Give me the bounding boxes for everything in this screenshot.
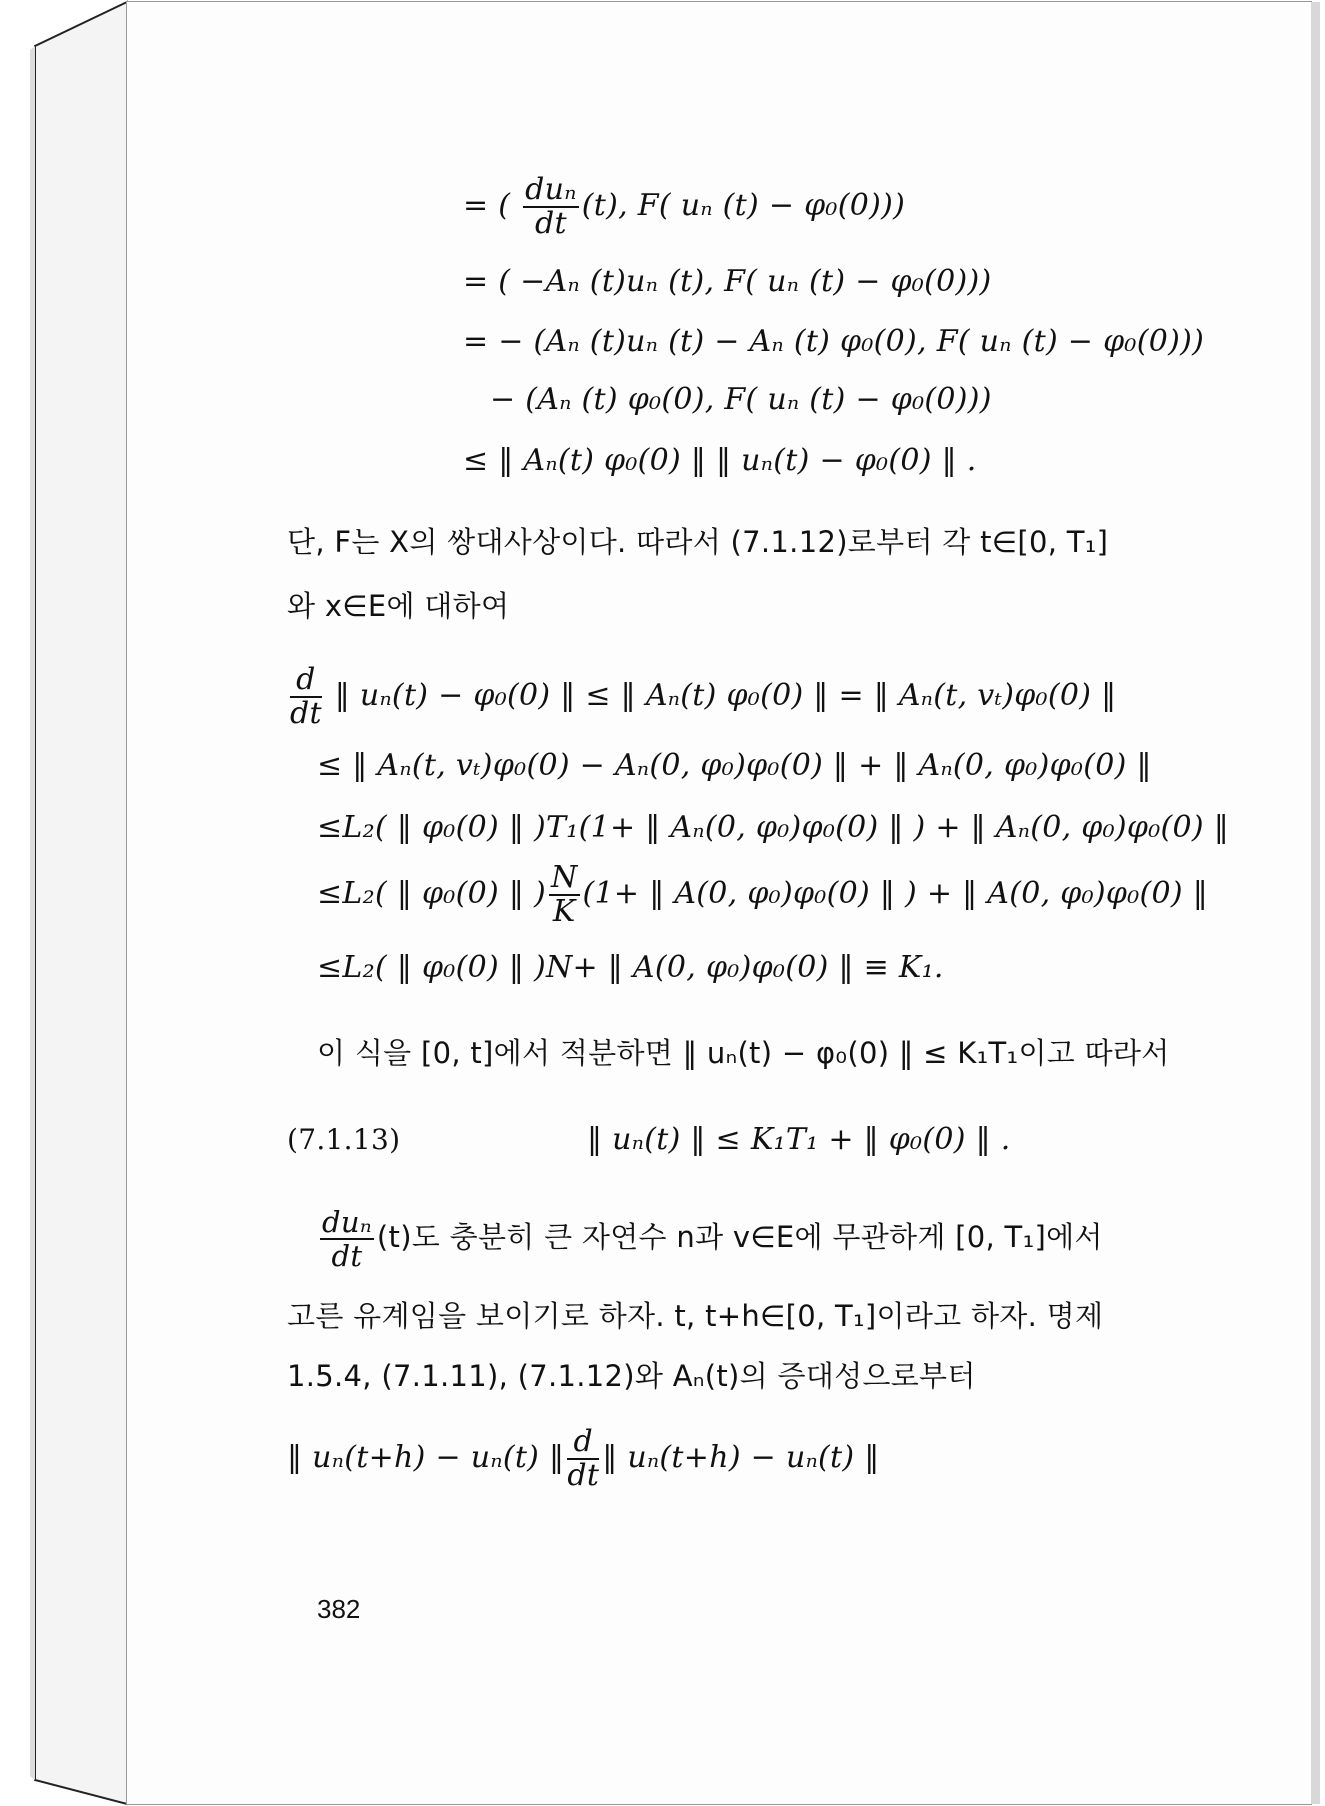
inequality-line-2: ≤ ‖ Aₙ(t, vₜ)φ₀(0) − Aₙ(0, φ₀)φ₀(0) ‖ + ‖ Aₙ(0, φ₀)φ₀(0) ‖ — [317, 748, 1152, 783]
equation-line-2: = ( −Aₙ (t)uₙ (t), F( uₙ (t) − φ₀(0))) — [463, 264, 992, 299]
inequality-line-5: ≤L₂( ‖ φ₀(0) ‖ )N+ ‖ A(0, φ₀)φ₀(0) ‖ ≡ K₁. — [317, 950, 944, 985]
paragraph-2: 이 식을 [0, t]에서 적분하면 ‖ uₙ(t) − φ₀(0) ‖ ≤ K₁T₁이고 따라서 — [317, 1036, 1170, 1070]
paragraph-1-line-2: 와 x∈E에 대하여 — [287, 589, 510, 623]
inequality-line-4: ≤L₂( ‖ φ₀(0) ‖ ) $\frac{N}{K}$ (1+ ‖ A(0, φ₀)φ₀(0) ‖ ) + ‖ A(0, φ₀)φ₀(0) ‖ — [317, 860, 1209, 929]
equation-line-1: = ( $\frac{\text{duₙ}}{dt}$ (t), F( uₙ (t) − φ₀(0))) — [463, 172, 906, 241]
paragraph-3-line-3: 1.5.4, (7.1.11), (7.1.12)와 Aₙ(t)의 증대성으로부터 — [287, 1359, 976, 1393]
equation-line-3: = − (Aₙ (t)uₙ (t) − Aₙ (t) φ₀(0), F( uₙ (t) − φ₀(0))) — [463, 324, 1205, 359]
equation-line-5: ≤ ‖ Aₙ(t) φ₀(0) ‖ ‖ uₙ(t) − φ₀(0) ‖ . — [463, 443, 977, 478]
equation-line-4: − (Aₙ (t) φ₀(0), F( uₙ (t) − φ₀(0))) — [490, 382, 992, 417]
equation-number: (7.1.13) — [287, 1123, 401, 1156]
book-page — [127, 2, 1311, 1804]
inequality-line-3: ≤L₂( ‖ φ₀(0) ‖ )T₁(1+ ‖ Aₙ(0, φ₀)φ₀(0) ‖ ) + ‖ Aₙ(0, φ₀)φ₀(0) ‖ — [317, 810, 1230, 845]
inequality-line-1: $\frac{d}{dt}$ ‖ uₙ(t) − φ₀(0) ‖ ≤ ‖ Aₙ(t) φ₀(0) ‖ = ‖ Aₙ(t, vₜ)φ₀(0) ‖ — [290, 662, 1117, 731]
last-equation-line: ‖ uₙ(t+h) − uₙ(t) ‖ $\frac{d}{dt}$ ‖ uₙ(t+h) − uₙ(t) ‖ — [287, 1424, 880, 1493]
paragraph-3-line-1: $\frac{\text{duₙ}}{dt}$ (t)도 충분히 큰 자연수 n과 v∈E에 무관하게 [0, T₁]에서 — [322, 1205, 1103, 1273]
page-number: 382 — [317, 1594, 361, 1624]
equation-7-1-13: ‖ uₙ(t) ‖ ≤ K₁T₁ + ‖ φ₀(0) ‖ . — [587, 1122, 1011, 1157]
paragraph-1-line-1: 단, F는 X의 쌍대사상이다. 따라서 (7.1.12)로부터 각 t∈[0, T₁] — [287, 525, 1109, 559]
paragraph-3-line-2: 고른 유계임을 보이기로 하자. t, t+h∈[0, T₁]이라고 하자. 명제 — [287, 1299, 1104, 1333]
